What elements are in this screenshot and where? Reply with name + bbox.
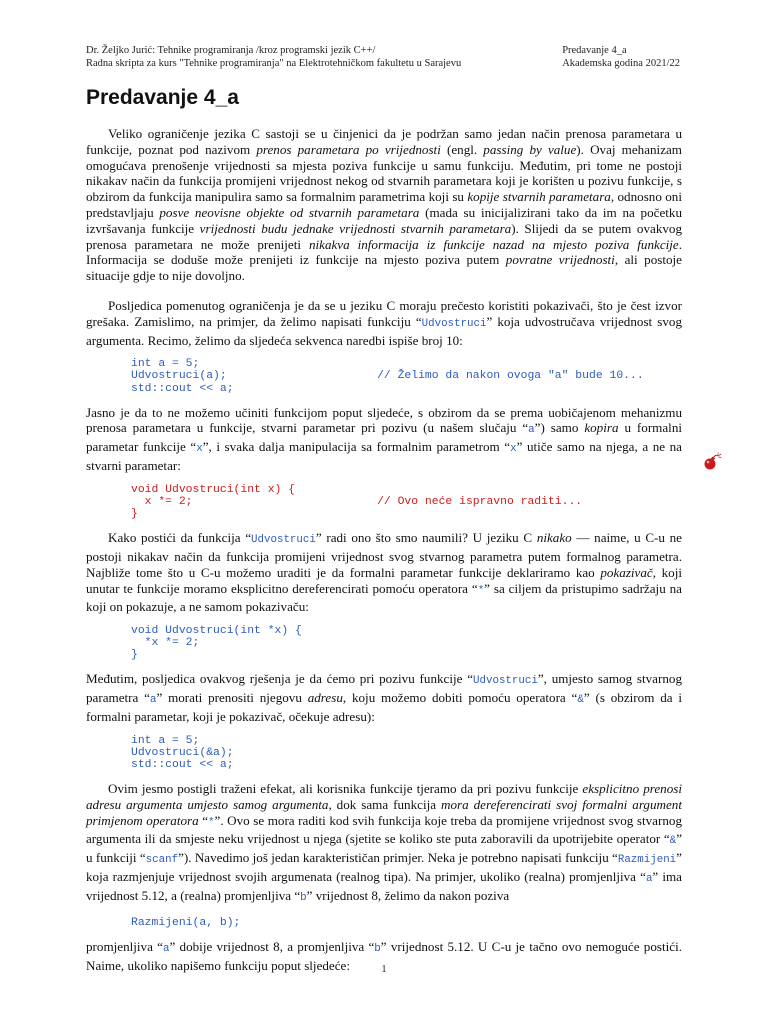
paragraph-4: Kako postići da funkcija “Udvostruci” radi ono što smo naumili? U jeziku C nikako — naime, u C-u ne postoji nikakav način da funkcija promijeni vrijednost svog stvarnog parametra putem formalnog parametra. Najbliže tome što u C-u možemo uraditi je da formalni parametar funkcije deklariramo kao pokazivač, koji unutar te funkcije moramo eksplicitno dereferencirati pomoću operatora “*” sa ciljem da pristupimo sadržaju na koji on pokazuje, a ne samom pokazivaču: (86, 530, 683, 615)
header-script-info: Radna skripta za kurs "Tehnike programiranja" na Elektrotehničkom fakultetu u Sarajevu (86, 58, 462, 69)
page-title: Predavanje 4_a (86, 86, 239, 109)
paragraph-2: Posljedica pomenutog ograničenja je da se u jeziku C moraju prečesto koristiti pokazivači, što je čest izvor grešaka. Zamislimo, na primjer, da želimo napisati funkciju “Udvostruci” koja udvostručava vrijednost svog argumenta. Recimo, želimo da sljedeća sekvenca naredbi ispiše broj 10: (86, 297, 682, 348)
bomb-icon (702, 452, 722, 472)
paragraph-5: Međutim, posljedica ovakvog rješenja je da ćemo pri pozivu funkcije “Udvostruci”, umjesto samog stvarnog parametra “a” morati prenositi njegovu adresu, koju možemo dobiti pomoću operatora “&” (s obzirom da i formalni parametar, koji je pokazivač, očekuje adresu): (86, 671, 683, 724)
page-header-left (86, 44, 461, 70)
code-block-5: Razmijeni(a, b); (131, 916, 241, 929)
page-header-right (562, 44, 680, 70)
page-number: 1 (381, 964, 387, 975)
code-block-3: void Udvostruci(int *x) { *x *= 2; } (131, 625, 302, 662)
paragraph-7: promjenljiva “a” dobije vrijednost 8, a promjenljiva “b” vrijednost 5.12. U C-u je tačno ovo nemoguće postići. Naime, ukoliko napišemo funkciju poput sljedeće: (86, 938, 682, 973)
document-body (86, 126, 682, 987)
header-lecture: Predavanje 4_a (562, 45, 627, 56)
header-academic-year: Akademska godina 2021/22 (562, 58, 680, 69)
paragraph-1: Veliko ograničenje jezika C sastoji se u činjenici da je podržan samo jedan način prenosa parametara u funkcije, poznat pod nazivom prenos parametara po vrijednosti (engl. passing by value). Ovaj mehanizam omogućava prenošenje vrijednosti sa mjesta poziva funkcije u samu funkciju. Međutim, pri tome ne postoji nikakav način da funkcija promijeni vrijednost nekog od stvarnih parametara koji je korišten u pozivu funkcije, s obzirom da funkcija manipulira samo sa formalnim parametrima koji su kopije stvarnih parametara, odnosno oni predstavljaju posve neovisne objekte od stvarnih parametara (mada su inicijalizirani tako da im na početku izvršavanja funkcije vrijednosti budu jednake vrijednosti stvarnih parametara). Slijedi da se putem ovakvog prenosa parametara ne može prenijeti nikakva informacija iz funkcije nazad na mjesto poziva funkcije. Informacija se doduše može prenijeti iz funkcije na mjesto poziva putem povratne vrijednosti, ali postoje situacije gdje to nije dovoljno. (86, 126, 683, 284)
code-block-1: int a = 5; Udvostruci(a); // Želimo da nakon ovoga "a" bude 10... std::cout << a; (131, 358, 644, 395)
paragraph-6: Ovim jesmo postigli traženi efekat, ali korisnika funkcije tjeramo da pri pozivu funkcije eksplicitno prenosi adresu argumenta umjesto samog argumenta, dok sama funkcija mora dereferencirati svoj formalni argument primjenom operatora “*”. Ovo se mora raditi kod svih funkcija koje treba da promijene vrijednost svog stvarnog argumenta ili da smjeste neku vrijednost u njega (sjetite se koliko ste puta zaboravili da upotrijebite operator “&” u funkciji “scanf”). Navedimo još jedan karakterističan primjer. Neka je potrebno napisati funkciju “Razmijeni” koja razmjenjuje vrijednost svojih argumenata (realnog tipa). Na primjer, ukoliko (realna) promjenljiva “a” ima vrijednost 5.12, a (realna) promjenljiva “b” vrijednost 8, želimo da nakon poziva (86, 781, 682, 904)
paragraph-3: Jasno je da to ne možemo učiniti funkcijom poput sljedeće, s obzirom da se prema uobičajenom mehanizmu prenosa parametara u funkcije, stvarni parametar pri pozivu (u našem slučaju “a”) samo kopira u formalni parametar funkcije “x”, i svaka dalja manipulacija sa formalnim parametrom “x” utiče samo na njega, a ne na stvarni parametar: (86, 404, 682, 474)
header-author-course: Dr. Željko Jurić: Tehnike programiranja /kroz programski jezik C++/ (86, 45, 376, 56)
code-block-2-incorrect: void Udvostruci(int x) { x *= 2; // Ovo neće ispravno raditi... } (131, 483, 583, 521)
code-block-4: int a = 5; Udvostruci(&a); std::cout << a; (131, 734, 234, 771)
